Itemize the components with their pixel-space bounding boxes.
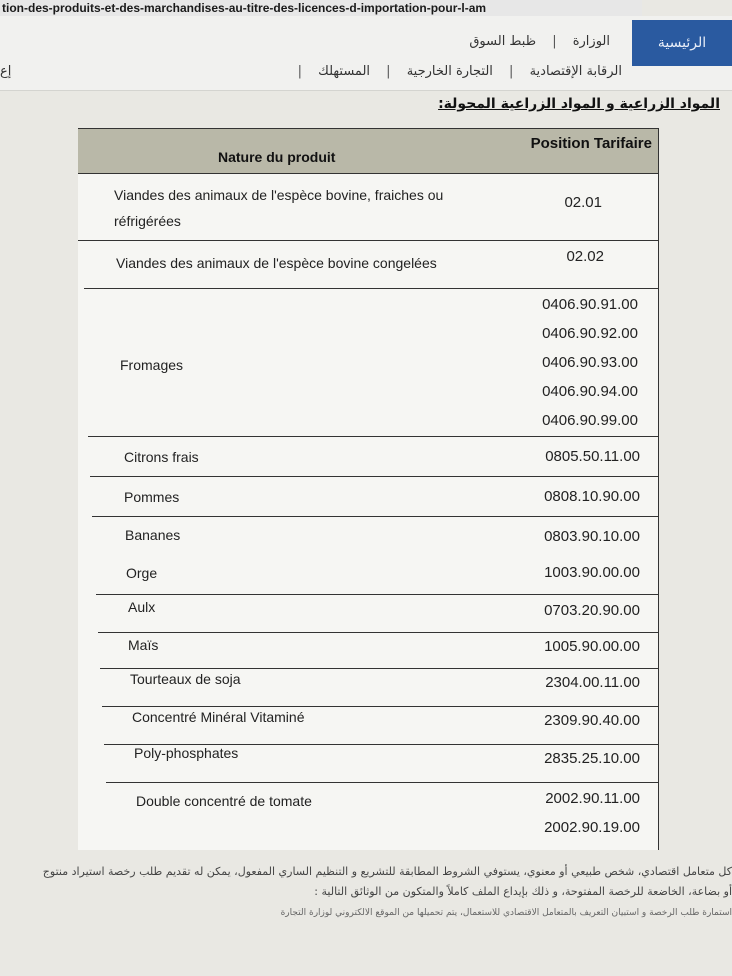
nav-item-economic-control[interactable]: الرقابة الإقتصادية [529, 64, 622, 79]
nav-row-1 [459, 34, 620, 49]
tariff-code: 0808.10.90.00 [544, 488, 640, 505]
tariff-code: 0406.90.93.00 [542, 354, 638, 371]
nav-separator: | [552, 34, 557, 49]
nav-item-cut-off[interactable]: إع [0, 64, 12, 79]
row-divider [92, 516, 658, 517]
product-name: Citrons frais [124, 449, 199, 465]
product-name: Tourteaux de soja [130, 671, 241, 687]
product-name: Orge [126, 565, 158, 581]
section-title: المواد الزراعية و المواد الزراعية المحولة: [438, 96, 720, 112]
product-name: Concentré Minéral Vitaminé [132, 709, 305, 725]
tariff-codes [544, 784, 640, 842]
table-row [78, 518, 658, 556]
product-name: Maïs [128, 637, 159, 653]
row-divider [84, 288, 658, 289]
table-row [78, 670, 658, 706]
tariff-codes [544, 522, 640, 551]
tariff-code: 02.02 [566, 248, 604, 265]
nav-separator: | [386, 64, 391, 79]
product-name: Bananes [125, 527, 181, 543]
table-row [78, 708, 658, 744]
footer-text [40, 862, 732, 918]
tariff-code: 2002.90.19.00 [544, 819, 640, 836]
table-header [78, 128, 658, 174]
nav-separator: | [297, 64, 303, 79]
table-row [78, 634, 658, 670]
table-row [78, 784, 658, 850]
tariff-code: 0406.90.91.00 [542, 296, 638, 313]
tariff-table [78, 128, 659, 850]
table-row [78, 242, 658, 288]
tariff-code: 0406.90.92.00 [542, 325, 638, 342]
table-row [78, 746, 658, 782]
product-name: Aulx [128, 599, 156, 615]
nav-item-ministry[interactable]: الوزارة [572, 34, 610, 49]
footer-note: استمارة طلب الرخصة و استبيان التعريف بالمتعامل الاقتصادي للاستعمال، يتم تحميلها من الموقع الالكتروني لوزارة التجارة [280, 908, 732, 918]
tariff-code: 0406.90.99.00 [542, 412, 638, 429]
tariff-code: 1005.90.00.00 [544, 638, 640, 655]
table-row [78, 478, 658, 516]
tariff-code: 1003.90.00.00 [544, 564, 640, 581]
product-name: Fromages [120, 357, 184, 373]
tariff-code: 0805.50.11.00 [545, 448, 640, 465]
tariff-code: 2309.90.40.00 [544, 712, 640, 729]
tariff-codes [544, 482, 640, 511]
row-divider [88, 436, 658, 437]
tariff-codes [545, 668, 640, 697]
nav-item-foreign-trade[interactable]: التجارة الخارجية [406, 64, 493, 79]
tariff-code: 2304.00.11.00 [545, 674, 640, 691]
nav-row-2 [296, 64, 632, 79]
tariff-code: 2002.90.11.00 [545, 790, 640, 807]
tariff-codes [564, 188, 602, 217]
row-divider [90, 476, 658, 477]
tariff-codes [544, 632, 640, 661]
row-divider [96, 594, 658, 595]
tariff-codes [544, 706, 640, 735]
tariff-codes [566, 242, 604, 271]
tariff-codes [542, 290, 638, 435]
table-row [78, 174, 658, 240]
tariff-codes [544, 558, 640, 587]
nav-home-tab[interactable]: الرئيسية [632, 20, 732, 66]
header-product: Nature du produit [218, 149, 336, 165]
nav-item-consumer[interactable]: المستهلك [318, 64, 371, 79]
tariff-codes [544, 596, 640, 625]
tariff-code: 02.01 [564, 194, 602, 211]
table-row [78, 596, 658, 634]
tariff-code: 0703.20.90.00 [544, 602, 640, 619]
nav-separator: | [509, 64, 514, 79]
row-divider [106, 782, 658, 783]
header-position: Position Tarifaire [530, 135, 652, 152]
nav-item-market-regulation[interactable]: ظبط السوق [469, 34, 537, 49]
main-navigation [0, 16, 732, 91]
product-name: Viandes des animaux de l'espèce bovine congelées [116, 255, 437, 271]
product-name: Double concentré de tomate [136, 793, 312, 809]
tariff-code: 0406.90.94.00 [542, 383, 638, 400]
tariff-codes [545, 442, 640, 471]
tariff-code: 2835.25.10.00 [544, 750, 640, 767]
table-row [78, 556, 658, 594]
product-name: Pommes [124, 489, 180, 505]
table-row [78, 290, 658, 436]
url-bar[interactable]: tion-des-produits-et-des-marchandises-au-titre-des-licences-d-importation-pour-l-am [0, 0, 642, 16]
product-name: Poly-phosphates [134, 745, 239, 761]
product-name: Viandes des animaux de l'espèce bovine, fraiches ou réfrigérées [114, 187, 444, 229]
tariff-code: 0803.90.10.00 [544, 528, 640, 545]
table-row [78, 438, 658, 476]
tariff-codes [544, 744, 640, 773]
row-divider [78, 240, 658, 241]
footer-paragraph: كل متعامل اقتصادي، شخص طبيعي أو معنوي، يستوفي الشروط المطابقة للتشريع و التنظيم الساري المفعول، يمكن له تقديم طلب رخصة استيراد منتوج أو بضاعة، الخاضعة للرخصة المفتوحة، و ذلك بإيداع الملف كاملاً والمتكون من الوثائق التالية : [42, 865, 732, 898]
